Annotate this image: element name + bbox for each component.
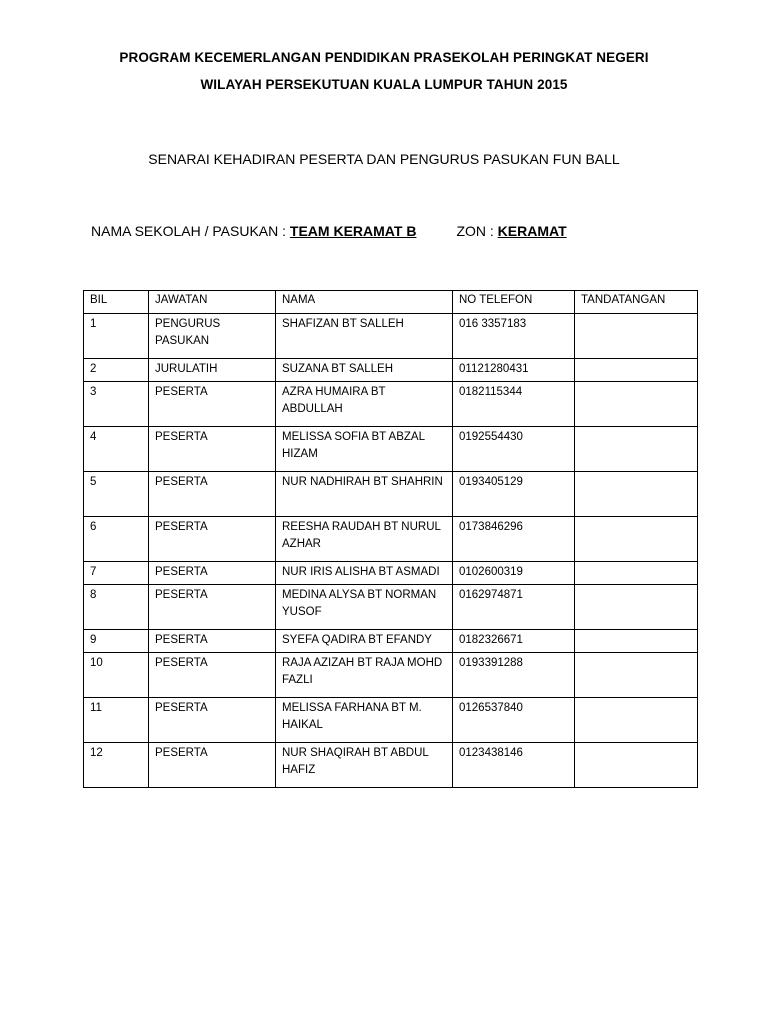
document-title-line-1: PROGRAM KECEMERLANGAN PENDIDIKAN PRASEKOLAH PERINGKAT NEGERI [119, 50, 649, 65]
cell-tandatangan [575, 314, 698, 359]
cell-jawatan: JURULATIH [149, 359, 276, 382]
cell-telefon: 016 3357183 [453, 314, 575, 359]
cell-telefon: 0182326671 [453, 630, 575, 653]
cell-bil: 8 [84, 585, 149, 630]
cell-nama: NUR SHAQIRAH BT ABDUL HAFIZ [276, 743, 453, 788]
zone-name: KERAMAT [497, 223, 567, 239]
cell-nama: REESHA RAUDAH BT NURUL AZHAR [276, 517, 453, 562]
cell-tandatangan [575, 427, 698, 472]
table-row [84, 562, 698, 585]
cell-bil: 3 [84, 382, 149, 427]
table-row [84, 653, 698, 698]
cell-bil: 11 [84, 698, 149, 743]
cell-telefon: 0102600319 [453, 562, 575, 585]
cell-telefon: 0182115344 [453, 382, 575, 427]
header-tandatangan: TANDATANGAN [575, 291, 698, 314]
cell-tandatangan [575, 472, 698, 517]
cell-jawatan: PENGURUS PASUKAN [149, 314, 276, 359]
table-row [84, 472, 698, 517]
cell-nama: MELISSA SOFIA BT ABZAL HIZAM [276, 427, 453, 472]
cell-tandatangan [575, 630, 698, 653]
cell-bil: 12 [84, 743, 149, 788]
cell-telefon: 0193405129 [453, 472, 575, 517]
cell-bil: 5 [84, 472, 149, 517]
cell-jawatan: PESERTA [149, 743, 276, 788]
cell-telefon: 0173846296 [453, 517, 575, 562]
cell-nama: NUR IRIS ALISHA BT ASMADI [276, 562, 453, 585]
header-telefon: NO TELEFON [453, 291, 575, 314]
table-header-row [84, 291, 698, 314]
cell-jawatan: PESERTA [149, 630, 276, 653]
cell-jawatan: PESERTA [149, 698, 276, 743]
table-row [84, 630, 698, 653]
table-row [84, 517, 698, 562]
school-name: TEAM KERAMAT B [289, 223, 417, 239]
cell-nama: RAJA AZIZAH BT RAJA MOHD FAZLI [276, 653, 453, 698]
header-nama: NAMA [276, 291, 453, 314]
table-row [84, 382, 698, 427]
cell-bil: 2 [84, 359, 149, 382]
cell-bil: 1 [84, 314, 149, 359]
cell-bil: 7 [84, 562, 149, 585]
cell-bil: 4 [84, 427, 149, 472]
cell-bil: 6 [84, 517, 149, 562]
cell-nama: SUZANA BT SALLEH [276, 359, 453, 382]
cell-tandatangan [575, 698, 698, 743]
table-row [84, 427, 698, 472]
cell-bil: 10 [84, 653, 149, 698]
cell-telefon: 0123438146 [453, 743, 575, 788]
cell-tandatangan [575, 743, 698, 788]
cell-tandatangan [575, 382, 698, 427]
cell-jawatan: PESERTA [149, 585, 276, 630]
cell-tandatangan [575, 562, 698, 585]
table-row [84, 585, 698, 630]
table-row [84, 743, 698, 788]
attendance-table [83, 290, 698, 788]
cell-jawatan: PESERTA [149, 653, 276, 698]
cell-telefon: 01121280431 [453, 359, 575, 382]
header-bil: BIL [84, 291, 149, 314]
cell-nama: MEDINA ALYSA BT NORMAN YUSOF [276, 585, 453, 630]
school-info-line [91, 223, 567, 239]
cell-jawatan: PESERTA [149, 517, 276, 562]
cell-bil: 9 [84, 630, 149, 653]
cell-telefon: 0126537840 [453, 698, 575, 743]
cell-jawatan: PESERTA [149, 427, 276, 472]
cell-nama: SHAFIZAN BT SALLEH [276, 314, 453, 359]
table-row [84, 698, 698, 743]
cell-nama: SYEFA QADIRA BT EFANDY [276, 630, 453, 653]
cell-jawatan: PESERTA [149, 382, 276, 427]
cell-tandatangan [575, 359, 698, 382]
cell-telefon: 0162974871 [453, 585, 575, 630]
cell-nama: AZRA HUMAIRA BT ABDULLAH [276, 382, 453, 427]
table-row [84, 359, 698, 382]
cell-nama: NUR NADHIRAH BT SHAHRIN [276, 472, 453, 517]
header-jawatan: JAWATAN [149, 291, 276, 314]
cell-nama: MELISSA FARHANA BT M. HAIKAL [276, 698, 453, 743]
cell-jawatan: PESERTA [149, 562, 276, 585]
cell-telefon: 0193391288 [453, 653, 575, 698]
document-subtitle: SENARAI KEHADIRAN PESERTA DAN PENGURUS PASUKAN FUN BALL [148, 151, 620, 167]
table-row [84, 314, 698, 359]
cell-telefon: 0192554430 [453, 427, 575, 472]
cell-tandatangan [575, 653, 698, 698]
document-title-line-2: WILAYAH PERSEKUTUAN KUALA LUMPUR TAHUN 2015 [200, 77, 568, 92]
school-label: NAMA SEKOLAH / PASUKAN : [91, 223, 290, 239]
cell-tandatangan [575, 585, 698, 630]
table-body [84, 314, 698, 788]
cell-tandatangan [575, 517, 698, 562]
zone-label: ZON : [456, 223, 498, 239]
cell-jawatan: PESERTA [149, 472, 276, 517]
